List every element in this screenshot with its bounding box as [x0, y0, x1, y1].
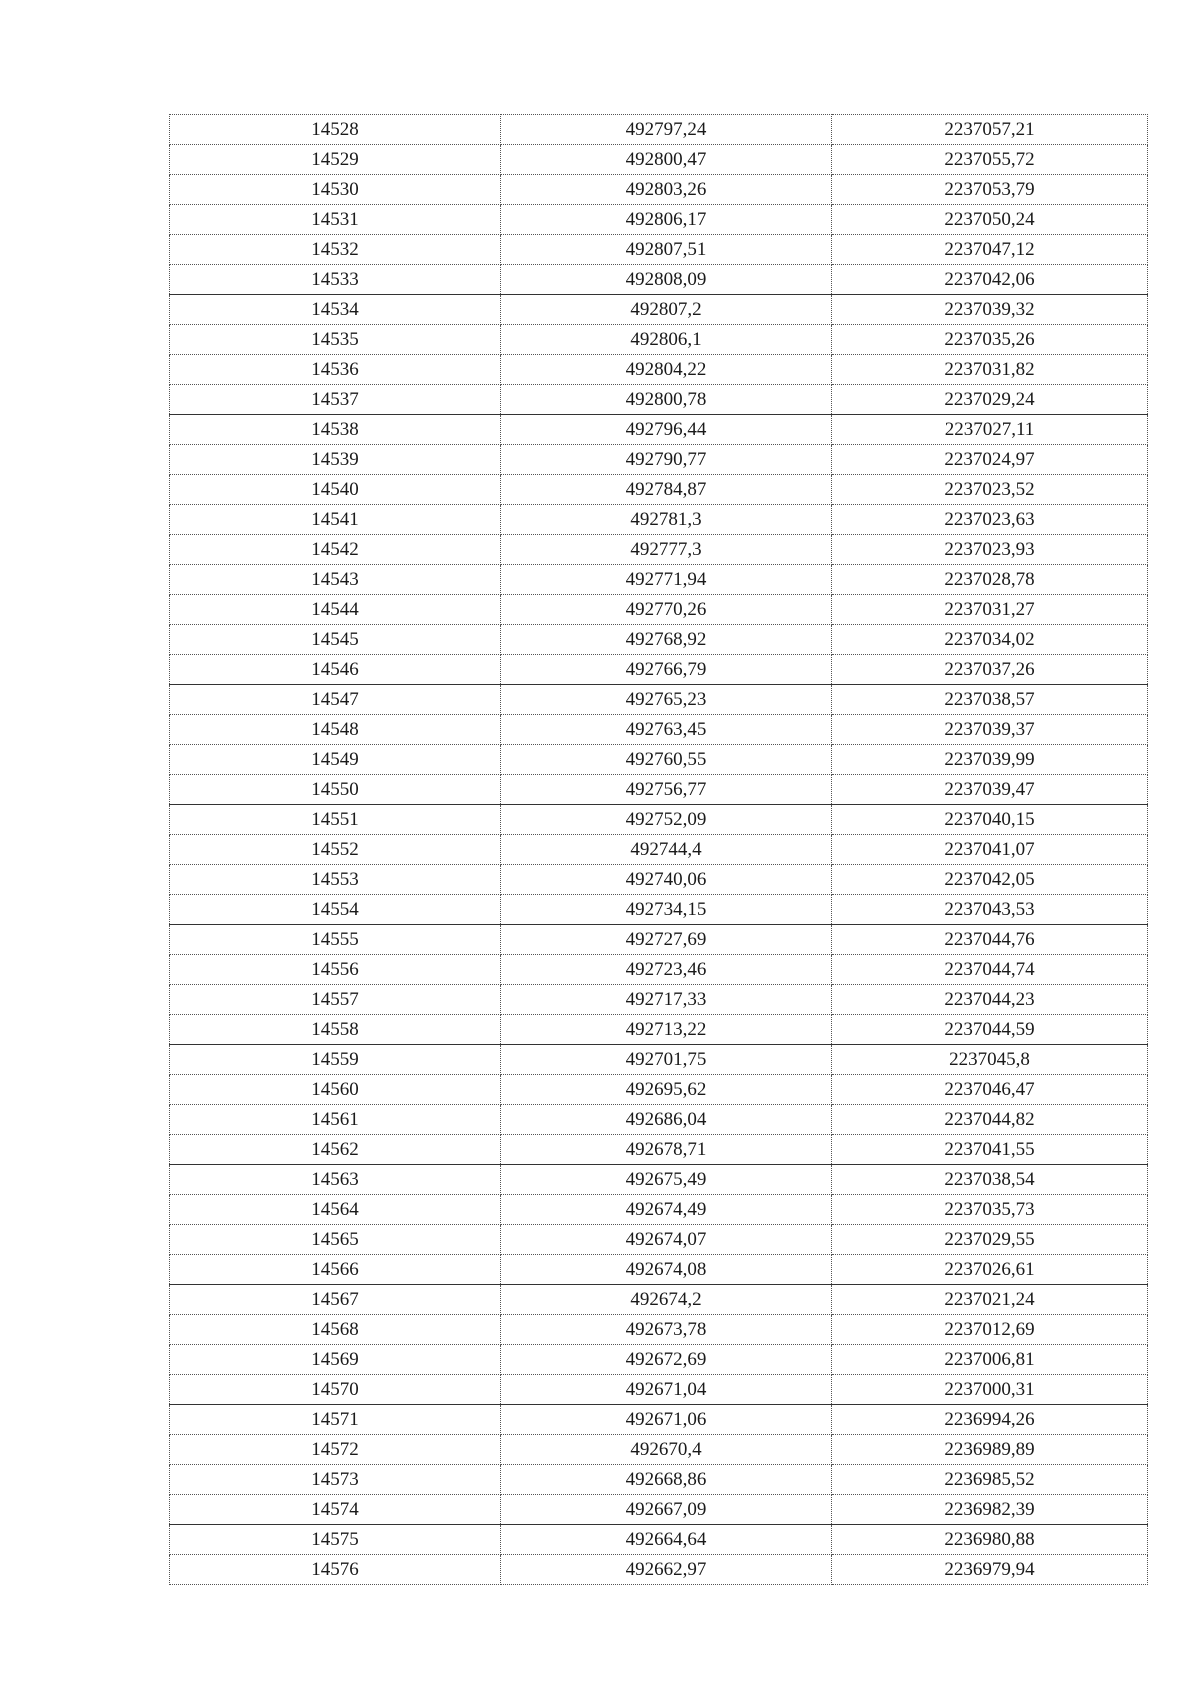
point-number-cell: 14573 [170, 1465, 501, 1495]
point-number-cell: 14569 [170, 1345, 501, 1375]
point-number-cell: 14560 [170, 1075, 501, 1105]
point-number-cell: 14549 [170, 745, 501, 775]
table-row [170, 1435, 1148, 1465]
y-coordinate-cell: 2236980,88 [832, 1525, 1148, 1555]
x-coordinate-cell: 492664,64 [501, 1525, 832, 1555]
x-coordinate-cell: 492740,06 [501, 865, 832, 895]
x-coordinate-cell: 492806,1 [501, 325, 832, 355]
x-coordinate-cell: 492797,24 [501, 115, 832, 145]
y-coordinate-cell: 2237026,61 [832, 1255, 1148, 1285]
x-coordinate-cell: 492765,23 [501, 685, 832, 715]
x-coordinate-cell: 492673,78 [501, 1315, 832, 1345]
point-number-cell: 14535 [170, 325, 501, 355]
x-coordinate-cell: 492662,97 [501, 1555, 832, 1585]
table-row [170, 175, 1148, 205]
table-row [170, 295, 1148, 325]
point-number-cell: 14539 [170, 445, 501, 475]
table-row [170, 385, 1148, 415]
point-number-cell: 14544 [170, 595, 501, 625]
y-coordinate-cell: 2237039,32 [832, 295, 1148, 325]
point-number-cell: 14554 [170, 895, 501, 925]
point-number-cell: 14546 [170, 655, 501, 685]
table-row [170, 1405, 1148, 1435]
x-coordinate-cell: 492674,08 [501, 1255, 832, 1285]
table-row [170, 655, 1148, 685]
point-number-cell: 14555 [170, 925, 501, 955]
x-coordinate-cell: 492760,55 [501, 745, 832, 775]
point-number-cell: 14550 [170, 775, 501, 805]
point-number-cell: 14537 [170, 385, 501, 415]
point-number-cell: 14571 [170, 1405, 501, 1435]
y-coordinate-cell: 2237047,12 [832, 235, 1148, 265]
table-row [170, 1045, 1148, 1075]
y-coordinate-cell: 2237012,69 [832, 1315, 1148, 1345]
table-row [170, 445, 1148, 475]
x-coordinate-cell: 492781,3 [501, 505, 832, 535]
table-row [170, 205, 1148, 235]
table-row [170, 1135, 1148, 1165]
point-number-cell: 14559 [170, 1045, 501, 1075]
y-coordinate-cell: 2237021,24 [832, 1285, 1148, 1315]
x-coordinate-cell: 492695,62 [501, 1075, 832, 1105]
table-row [170, 1255, 1148, 1285]
table-row [170, 895, 1148, 925]
point-number-cell: 14545 [170, 625, 501, 655]
table-row [170, 715, 1148, 745]
x-coordinate-cell: 492727,69 [501, 925, 832, 955]
point-number-cell: 14547 [170, 685, 501, 715]
x-coordinate-cell: 492671,06 [501, 1405, 832, 1435]
point-number-cell: 14576 [170, 1555, 501, 1585]
x-coordinate-cell: 492668,86 [501, 1465, 832, 1495]
x-coordinate-cell: 492804,22 [501, 355, 832, 385]
coordinates-table-body [170, 115, 1148, 1585]
table-row [170, 355, 1148, 385]
point-number-cell: 14529 [170, 145, 501, 175]
x-coordinate-cell: 492670,4 [501, 1435, 832, 1465]
y-coordinate-cell: 2236982,39 [832, 1495, 1148, 1525]
table-row [170, 685, 1148, 715]
x-coordinate-cell: 492671,04 [501, 1375, 832, 1405]
y-coordinate-cell: 2236985,52 [832, 1465, 1148, 1495]
table-row [170, 925, 1148, 955]
x-coordinate-cell: 492686,04 [501, 1105, 832, 1135]
x-coordinate-cell: 492771,94 [501, 565, 832, 595]
y-coordinate-cell: 2237034,02 [832, 625, 1148, 655]
table-row [170, 1315, 1148, 1345]
point-number-cell: 14568 [170, 1315, 501, 1345]
table-row [170, 565, 1148, 595]
x-coordinate-cell: 492800,47 [501, 145, 832, 175]
point-number-cell: 14561 [170, 1105, 501, 1135]
y-coordinate-cell: 2237031,82 [832, 355, 1148, 385]
table-row [170, 535, 1148, 565]
x-coordinate-cell: 492808,09 [501, 265, 832, 295]
x-coordinate-cell: 492803,26 [501, 175, 832, 205]
x-coordinate-cell: 492763,45 [501, 715, 832, 745]
point-number-cell: 14532 [170, 235, 501, 265]
x-coordinate-cell: 492768,92 [501, 625, 832, 655]
y-coordinate-cell: 2237039,47 [832, 775, 1148, 805]
y-coordinate-cell: 2237038,57 [832, 685, 1148, 715]
point-number-cell: 14536 [170, 355, 501, 385]
y-coordinate-cell: 2237040,15 [832, 805, 1148, 835]
table-row [170, 745, 1148, 775]
y-coordinate-cell: 2237037,26 [832, 655, 1148, 685]
point-number-cell: 14543 [170, 565, 501, 595]
point-number-cell: 14567 [170, 1285, 501, 1315]
point-number-cell: 14565 [170, 1225, 501, 1255]
table-row [170, 475, 1148, 505]
x-coordinate-cell: 492717,33 [501, 985, 832, 1015]
table-row [170, 1105, 1148, 1135]
x-coordinate-cell: 492674,49 [501, 1195, 832, 1225]
table-row [170, 625, 1148, 655]
table-row [170, 805, 1148, 835]
table-row [170, 955, 1148, 985]
x-coordinate-cell: 492678,71 [501, 1135, 832, 1165]
x-coordinate-cell: 492723,46 [501, 955, 832, 985]
point-number-cell: 14564 [170, 1195, 501, 1225]
y-coordinate-cell: 2237024,97 [832, 445, 1148, 475]
point-number-cell: 14553 [170, 865, 501, 895]
table-row [170, 1555, 1148, 1585]
y-coordinate-cell: 2236989,89 [832, 1435, 1148, 1465]
y-coordinate-cell: 2237044,74 [832, 955, 1148, 985]
x-coordinate-cell: 492756,77 [501, 775, 832, 805]
table-row [170, 1165, 1148, 1195]
point-number-cell: 14566 [170, 1255, 501, 1285]
x-coordinate-cell: 492777,3 [501, 535, 832, 565]
y-coordinate-cell: 2237042,05 [832, 865, 1148, 895]
table-row [170, 1495, 1148, 1525]
point-number-cell: 14552 [170, 835, 501, 865]
y-coordinate-cell: 2237023,63 [832, 505, 1148, 535]
point-number-cell: 14570 [170, 1375, 501, 1405]
table-row [170, 835, 1148, 865]
y-coordinate-cell: 2237044,76 [832, 925, 1148, 955]
table-row [170, 775, 1148, 805]
y-coordinate-cell: 2237039,99 [832, 745, 1148, 775]
table-row [170, 1195, 1148, 1225]
y-coordinate-cell: 2237057,21 [832, 115, 1148, 145]
y-coordinate-cell: 2237041,55 [832, 1135, 1148, 1165]
point-number-cell: 14562 [170, 1135, 501, 1165]
y-coordinate-cell: 2237044,23 [832, 985, 1148, 1015]
table-row [170, 1015, 1148, 1045]
point-number-cell: 14538 [170, 415, 501, 445]
x-coordinate-cell: 492701,75 [501, 1045, 832, 1075]
x-coordinate-cell: 492766,79 [501, 655, 832, 685]
point-number-cell: 14575 [170, 1525, 501, 1555]
y-coordinate-cell: 2237029,24 [832, 385, 1148, 415]
table-row [170, 1285, 1148, 1315]
y-coordinate-cell: 2237029,55 [832, 1225, 1148, 1255]
y-coordinate-cell: 2236994,26 [832, 1405, 1148, 1435]
y-coordinate-cell: 2237028,78 [832, 565, 1148, 595]
y-coordinate-cell: 2237042,06 [832, 265, 1148, 295]
x-coordinate-cell: 492807,51 [501, 235, 832, 265]
x-coordinate-cell: 492796,44 [501, 415, 832, 445]
y-coordinate-cell: 2237046,47 [832, 1075, 1148, 1105]
y-coordinate-cell: 2237035,26 [832, 325, 1148, 355]
table-row [170, 1375, 1148, 1405]
point-number-cell: 14540 [170, 475, 501, 505]
point-number-cell: 14563 [170, 1165, 501, 1195]
table-row [170, 1525, 1148, 1555]
point-number-cell: 14557 [170, 985, 501, 1015]
y-coordinate-cell: 2237053,79 [832, 175, 1148, 205]
point-number-cell: 14530 [170, 175, 501, 205]
y-coordinate-cell: 2237045,8 [832, 1045, 1148, 1075]
point-number-cell: 14542 [170, 535, 501, 565]
x-coordinate-cell: 492744,4 [501, 835, 832, 865]
y-coordinate-cell: 2237043,53 [832, 895, 1148, 925]
point-number-cell: 14528 [170, 115, 501, 145]
x-coordinate-cell: 492752,09 [501, 805, 832, 835]
point-number-cell: 14551 [170, 805, 501, 835]
y-coordinate-cell: 2237035,73 [832, 1195, 1148, 1225]
y-coordinate-cell: 2236979,94 [832, 1555, 1148, 1585]
y-coordinate-cell: 2237041,07 [832, 835, 1148, 865]
table-row [170, 505, 1148, 535]
x-coordinate-cell: 492800,78 [501, 385, 832, 415]
y-coordinate-cell: 2237031,27 [832, 595, 1148, 625]
table-row [170, 985, 1148, 1015]
y-coordinate-cell: 2237000,31 [832, 1375, 1148, 1405]
x-coordinate-cell: 492790,77 [501, 445, 832, 475]
table-row [170, 325, 1148, 355]
y-coordinate-cell: 2237006,81 [832, 1345, 1148, 1375]
x-coordinate-cell: 492674,2 [501, 1285, 832, 1315]
point-number-cell: 14548 [170, 715, 501, 745]
x-coordinate-cell: 492770,26 [501, 595, 832, 625]
x-coordinate-cell: 492784,87 [501, 475, 832, 505]
y-coordinate-cell: 2237038,54 [832, 1165, 1148, 1195]
y-coordinate-cell: 2237044,59 [832, 1015, 1148, 1045]
y-coordinate-cell: 2237055,72 [832, 145, 1148, 175]
y-coordinate-cell: 2237023,52 [832, 475, 1148, 505]
x-coordinate-cell: 492806,17 [501, 205, 832, 235]
point-number-cell: 14533 [170, 265, 501, 295]
table-row [170, 265, 1148, 295]
y-coordinate-cell: 2237027,11 [832, 415, 1148, 445]
x-coordinate-cell: 492672,69 [501, 1345, 832, 1375]
point-number-cell: 14556 [170, 955, 501, 985]
coordinates-table [169, 114, 1148, 1585]
y-coordinate-cell: 2237039,37 [832, 715, 1148, 745]
point-number-cell: 14541 [170, 505, 501, 535]
table-row [170, 235, 1148, 265]
x-coordinate-cell: 492674,07 [501, 1225, 832, 1255]
x-coordinate-cell: 492713,22 [501, 1015, 832, 1045]
x-coordinate-cell: 492675,49 [501, 1165, 832, 1195]
point-number-cell: 14572 [170, 1435, 501, 1465]
table-row [170, 1075, 1148, 1105]
point-number-cell: 14534 [170, 295, 501, 325]
point-number-cell: 14531 [170, 205, 501, 235]
y-coordinate-cell: 2237023,93 [832, 535, 1148, 565]
table-row [170, 865, 1148, 895]
point-number-cell: 14574 [170, 1495, 501, 1525]
table-row [170, 145, 1148, 175]
table-row [170, 595, 1148, 625]
y-coordinate-cell: 2237044,82 [832, 1105, 1148, 1135]
x-coordinate-cell: 492667,09 [501, 1495, 832, 1525]
y-coordinate-cell: 2237050,24 [832, 205, 1148, 235]
table-row [170, 1225, 1148, 1255]
table-row [170, 115, 1148, 145]
table-row [170, 1465, 1148, 1495]
table-row [170, 415, 1148, 445]
x-coordinate-cell: 492734,15 [501, 895, 832, 925]
table-row [170, 1345, 1148, 1375]
point-number-cell: 14558 [170, 1015, 501, 1045]
x-coordinate-cell: 492807,2 [501, 295, 832, 325]
